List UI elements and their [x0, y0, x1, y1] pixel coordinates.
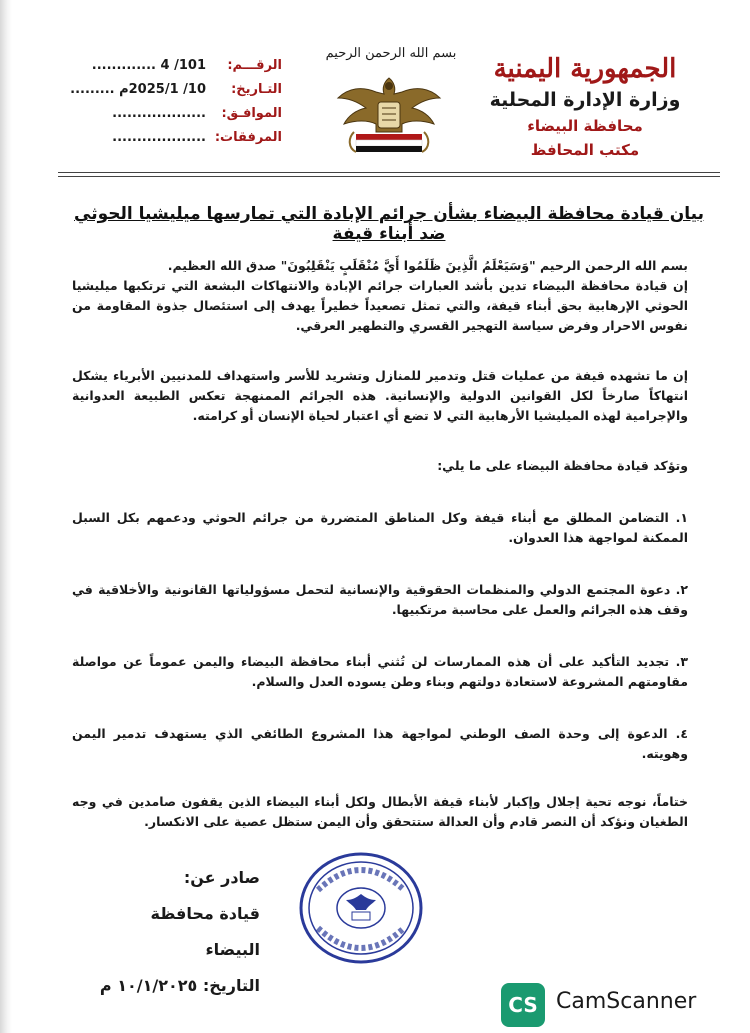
scan-edge-shadow [0, 0, 12, 1033]
signature-block [92, 860, 260, 1004]
signature-date: التاريخ: ١٠/١/٢٠٢٥ م [99, 976, 260, 995]
statement-title: بيان قيادة محافظة البيضاء بشأن جرائم الإبادة التي تمارسها ميليشيا الحوثي ضد أبناء قيفة [74, 204, 704, 244]
ministry-letterhead [460, 52, 710, 162]
yemen-eagle-emblem [334, 72, 444, 156]
ministry-name: وزارة الإدارة المحلية [489, 89, 681, 111]
closing-paragraph: ختاماً، نوجه تحية إجلال وإكبار لأبناء قيفة الأبطال ولكل أبناء البيضاء الذين يقفون صامدين في وجه الطغيان ونؤكد أن النصر قادم وأن العدالة ستتحقق وأن اليمن ستظل عصية على الانكسار. [72, 794, 688, 829]
camscanner-logo-icon: CS [501, 983, 545, 1027]
quran-opening: بسم الله الرحمن الرحيم "وَسَيَعْلَمُ الَّذِينَ ظَلَمُوا أَيَّ مُنْقَلَبٍ يَنْقَلِبُونَ" صدق الله العظيم. [167, 258, 688, 273]
reference-block [62, 58, 282, 154]
header-divider [58, 172, 720, 173]
republic-name: الجمهورية اليمنية [493, 54, 677, 84]
point-3: ٣. تجديد التأكيد على أن هذه الممارسات لن تُثني أبناء محافظة البيضاء واليمن عموماً عن مواصلة مقاومتهم المشروعة لاستعادة دولتهم وبناء وطن يسوده العدل والسلام. [72, 654, 688, 689]
camscanner-watermark: CamScanner [556, 989, 697, 1014]
header-divider-2 [58, 176, 720, 177]
ref-hijri-value: ................... [112, 106, 206, 121]
paragraph-violations: إن ما تشهده قيفة من عمليات قتل وتدمير للمنازل وتشريد للأسر واستهداف للمدنيين الأبرياء يشكل انتهاكاً صارخاً لكل القوانين الدولية والإنسانية. هذه الجرائم الممنهجة تعكس الطبيعة العدوانية والإجرامية لهذه الميليشيا الأرهابية التي لا تضع أي اعتبار لحياة الإنسان أو كرامته. [72, 368, 688, 423]
ref-attachments-value: ................... [112, 130, 206, 145]
ref-date-label: التـاريخ: [231, 82, 282, 97]
ref-date-value: 10/ 2025/1م ......... [70, 82, 206, 97]
basmala-calligraphy: بسم الله الرحمن الرحيم [325, 46, 457, 61]
point-4: ٤. الدعوة إلى وحدة الصف الوطني لمواجهة هذا المشروع الطائفي الذي يستهدف تدمير اليمن وهويته. [72, 726, 688, 761]
office-name: مكتب المحافظ [530, 141, 640, 159]
ref-number-row [62, 58, 282, 82]
ref-number-label: الرقـــم: [227, 58, 282, 73]
issuing-authority: قيادة محافظة البيضاء [150, 904, 260, 959]
official-stamp [296, 850, 426, 966]
ref-attachments-label: المرفقات: [214, 130, 282, 145]
point-2: ٢. دعوة المجتمع الدولي والمنظمات الحقوقية والإنسانية لتحمل مسؤولياتها القانونية والأخلاقية في وقف هذه الجرائم والعمل على محاسبة مرتكبيها. [72, 582, 688, 617]
affirmation-intro: وتؤكد قيادة محافظة البيضاء على ما يلي: [437, 458, 688, 473]
ref-hijri-row [62, 106, 282, 130]
ref-attachments-row [62, 130, 282, 154]
ref-number-value: 101/ 4 ............. [91, 58, 206, 73]
issued-by-label: صادر عن: [183, 868, 260, 887]
statement-body [72, 256, 688, 832]
point-1: ١. التضامن المطلق مع أبناء قيفة وكل المناطق المتضررة من جرائم الحوثي ودعمهم بكل السبل الممكنة لمواجهة هذا العدوان. [72, 510, 688, 545]
governorate-name: محافظة البيضاء [527, 117, 643, 135]
ref-hijri-label: الموافـق: [221, 106, 282, 121]
ref-date-row [62, 82, 282, 106]
paragraph-condemnation: إن قيادة محافظة البيضاء تدين بأشد العبارات جرائم الإبادة والانتهاكات البشعة التي ترتكبها ميليشيا الحوثي الإرهابية بحق أبناء قيفة، والتي تمثل تصعيداً خطيراً يهدف إلى استئصال جذوة المقاومة من نفوس الاحرار وفرض سياسة التهجير القسري والتطهير العرقي. [72, 278, 688, 333]
